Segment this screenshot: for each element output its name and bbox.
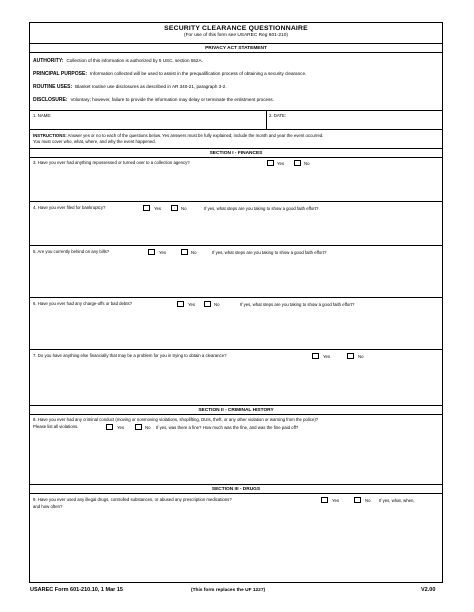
- instructions-label: INSTRUCTIONS:: [33, 133, 67, 138]
- question-4: [30, 201, 442, 245]
- disclosure-label: DISCLOSURE:: [33, 97, 68, 103]
- question-8: [30, 414, 442, 484]
- q5-explanation-area[interactable]: [30, 258, 442, 297]
- purpose-line: [33, 71, 306, 77]
- question-3: [30, 157, 442, 201]
- q6-explanation-area[interactable]: [30, 310, 442, 349]
- q8-explanation-area[interactable]: [30, 433, 442, 484]
- question-9-text-1: 9. Have you ever used any illegal drugs, controlled substances, or abused any prescription medications?: [33, 497, 232, 502]
- q7-yes-checkbox[interactable]: [312, 353, 319, 359]
- q8-yes-checkbox[interactable]: [106, 424, 113, 430]
- q9-explanation-area[interactable]: [30, 512, 442, 582]
- instructions-line-1: [33, 133, 323, 138]
- authority-line: [33, 58, 203, 64]
- routine-uses-label: ROUTINE USES:: [33, 84, 73, 90]
- question-6: [30, 297, 442, 349]
- authority-text: Collection of this information is authorized by 5 USC, section 552A.: [66, 58, 203, 63]
- disclosure-line: [33, 97, 274, 103]
- authority-label: AUTHORITY:: [33, 58, 64, 64]
- date-label: 2. DATE:: [269, 113, 287, 118]
- q5-followup-text: If yes, what steps are you taking to show a good faith effort?: [212, 250, 327, 255]
- purpose-label: PRINCIPAL PURPOSE:: [33, 71, 87, 77]
- q8-no-label: No: [145, 425, 151, 430]
- q4-no-checkbox[interactable]: [171, 205, 178, 211]
- name-field[interactable]: [30, 111, 266, 129]
- form-number: USAREC Form 601-210.10, 1 Mar 15: [30, 587, 123, 593]
- privacy-act-block: [30, 52, 442, 110]
- question-3-text: 3. Have you ever had anything repossessed or turned over to a collection agency?: [33, 160, 190, 165]
- question-4-text: 4. Have you ever filed for bankruptcy?: [33, 205, 106, 210]
- q8-no-checkbox[interactable]: [135, 424, 142, 430]
- q5-no-checkbox[interactable]: [181, 249, 188, 255]
- q3-explanation-area[interactable]: [30, 170, 442, 201]
- q6-followup-text: If yes, what steps are you taking to show a good faith effort?: [240, 302, 355, 307]
- q4-yes-checkbox[interactable]: [143, 205, 150, 211]
- q4-followup-text: If yes, what steps are you taking to show a good faith effort?: [204, 206, 319, 211]
- section-finances-heading: SECTION I - FINANCES: [30, 148, 442, 157]
- question-5-text: 5. Are you currently behind on any bills?: [33, 249, 110, 254]
- question-7-text: 7. Do you have anything else financially that may be a problem for you in trying to obtain a clearance?: [33, 353, 227, 358]
- question-8-text-2: Please list all violations.: [33, 424, 79, 429]
- q7-no-label: No: [358, 354, 364, 359]
- q9-followup-text: If yes, what, when,: [379, 498, 415, 503]
- question-8-text-1: 8. Have you ever had any criminal conduct (moving or nonmoving violations, shoplifting, DUIs, theft, or any other violation or warning from the police)?: [33, 417, 319, 422]
- q3-yes-checkbox[interactable]: [267, 160, 274, 166]
- q4-explanation-area[interactable]: [30, 214, 442, 245]
- q3-no-label: No: [304, 161, 310, 166]
- q3-no-checkbox[interactable]: [294, 160, 301, 166]
- name-date-row: [30, 110, 442, 129]
- q3-yes-label: Yes: [277, 161, 285, 166]
- question-7: [30, 349, 442, 405]
- q9-no-checkbox[interactable]: [354, 497, 361, 503]
- q7-no-checkbox[interactable]: [347, 353, 354, 359]
- question-9: [30, 493, 442, 582]
- q8-yes-label: Yes: [117, 425, 125, 430]
- q9-no-label: No: [365, 498, 371, 503]
- purpose-text: Information collected will be used to assist in the prequalification process of obtaining a security clearance.: [90, 71, 307, 76]
- q8-followup-text: If yes, was there a fine? How much was the fine, and was the fine paid off?: [156, 425, 299, 430]
- disclosure-text: Voluntary; however, failure to provide the information may delay or terminate the enlistment process.: [70, 97, 274, 102]
- instructions-text-1: Answer yes or no to each of the questions below. Yes answers must be fully explained; include the month and year the event occurred.: [67, 133, 324, 138]
- q9-yes-checkbox[interactable]: [321, 497, 328, 503]
- question-5: [30, 245, 442, 297]
- q6-no-checkbox[interactable]: [204, 301, 211, 307]
- routine-uses-text: Blanket routine use disclosures as described in AR 340-21, paragraph 3-2.: [75, 84, 227, 89]
- q5-yes-checkbox[interactable]: [148, 249, 155, 255]
- q6-yes-checkbox[interactable]: [177, 301, 184, 307]
- q7-yes-label: Yes: [323, 354, 331, 359]
- section-drugs-heading: SECTION III - DRUGS: [30, 484, 442, 493]
- form-title: SECURITY CLEARANCE QUESTIONNAIRE: [164, 25, 308, 32]
- form-subtitle: (For use of this form see USAREC Reg 601-210): [184, 33, 288, 38]
- q6-yes-label: Yes: [188, 302, 196, 307]
- section-criminal-heading: SECTION II - CRIMINAL HISTORY: [30, 405, 442, 414]
- date-field[interactable]: [267, 111, 442, 129]
- q9-yes-label: Yes: [332, 498, 340, 503]
- privacy-act-heading: PRIVACY ACT STATEMENT: [30, 43, 442, 52]
- form-replaces-note: (This form replaces the UF 1227): [191, 588, 266, 593]
- instructions-block: [30, 129, 442, 148]
- routine-uses-line: [33, 84, 227, 90]
- q4-yes-label: Yes: [154, 206, 162, 211]
- instructions-text-2: You must cover who, what, where, and why the event happened.: [33, 139, 156, 144]
- q4-no-label: No: [181, 206, 187, 211]
- q5-yes-label: Yes: [159, 250, 167, 255]
- q5-no-label: No: [191, 250, 197, 255]
- question-9-text-2: and how often?: [33, 504, 63, 509]
- q7-explanation-area[interactable]: [30, 362, 442, 405]
- security-clearance-form: [29, 22, 443, 583]
- question-6-text: 6. Have you ever had any charge-offs or bad debts?: [33, 301, 133, 306]
- q6-no-label: No: [214, 302, 220, 307]
- name-label: 1. NAME:: [33, 113, 52, 118]
- form-version: V2.00: [421, 587, 436, 593]
